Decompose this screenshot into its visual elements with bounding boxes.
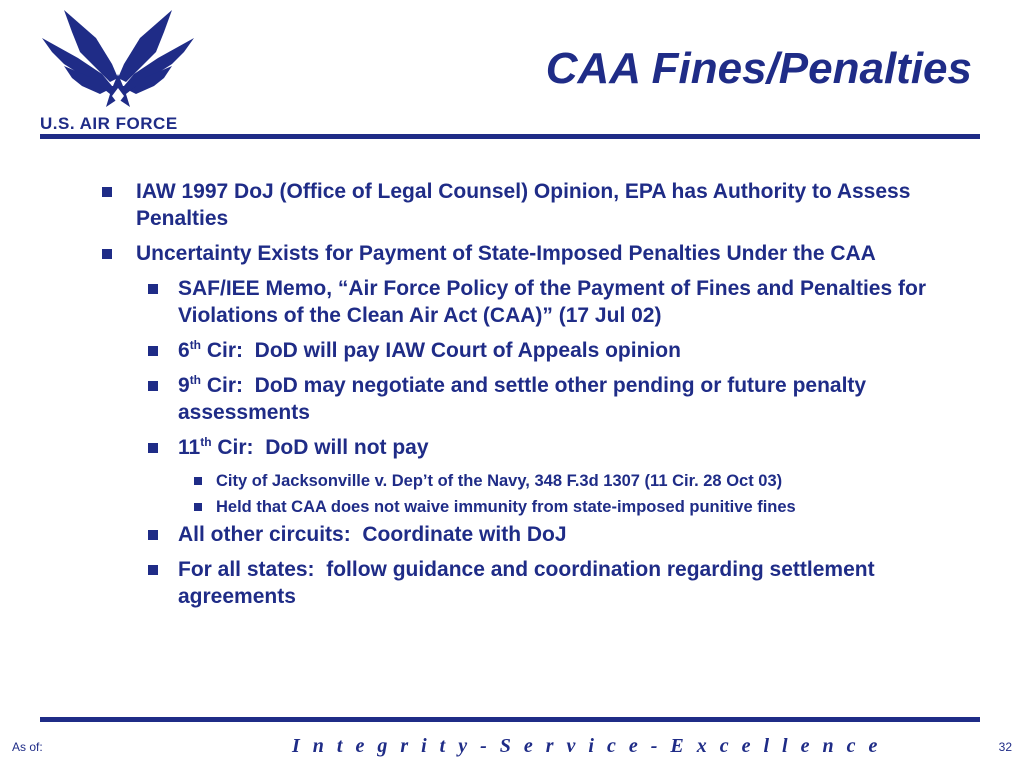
bullet-item-level-3 bbox=[100, 495, 990, 519]
bullet-list bbox=[100, 178, 990, 618]
bullet-text: Cir: DoD will pay IAW Court of Appeals opinion bbox=[201, 339, 681, 362]
ordinal-suffix: th bbox=[200, 435, 212, 449]
circuit-number: 11 bbox=[178, 436, 201, 459]
square-bullet-icon bbox=[148, 443, 158, 453]
square-bullet-icon bbox=[194, 503, 202, 511]
square-bullet-icon bbox=[148, 346, 158, 356]
bullet-text: Cir: DoD may negotiate and settle other pending or future penalty assessments bbox=[178, 374, 872, 424]
bullet-text: All other circuits: Coordinate with DoJ bbox=[178, 523, 567, 546]
circuit-number: 9 bbox=[178, 374, 190, 397]
circuit-number: 6 bbox=[178, 339, 190, 362]
square-bullet-icon bbox=[148, 284, 158, 294]
bullet-text: City of Jacksonville v. Dep’t of the Navy, 348 F.3d 1307 (11 Cir. 28 Oct 03) bbox=[216, 472, 783, 490]
bullet-item-level-2 bbox=[100, 521, 990, 548]
square-bullet-icon bbox=[102, 187, 112, 197]
bullet-text: Uncertainty Exists for Payment of State-Imposed Penalties Under the CAA bbox=[136, 242, 876, 265]
footer-motto: I n t e g r i t y - S e r v i c e - E x c e l l e n c e bbox=[292, 735, 882, 757]
as-of-label: As of: bbox=[12, 740, 43, 754]
bullet-item-level-2 bbox=[100, 434, 990, 461]
bullet-item-level-2 bbox=[100, 337, 990, 364]
air-force-wings-icon bbox=[34, 8, 202, 116]
square-bullet-icon bbox=[148, 530, 158, 540]
square-bullet-icon bbox=[102, 249, 112, 259]
logo-text: U.S. AIR FORCE bbox=[40, 114, 178, 133]
ordinal-suffix: th bbox=[189, 338, 202, 352]
page-number: 32 bbox=[998, 740, 1012, 754]
bullet-text: SAF/IEE Memo, “Air Force Policy of the Payment of Fines and Penalties for Violations of the Clean Air Act (CAA)” (17 Jul 02) bbox=[178, 277, 932, 327]
square-bullet-icon bbox=[194, 477, 202, 485]
ordinal-suffix: th bbox=[189, 373, 202, 387]
bullet-text: IAW 1997 DoJ (Office of Legal Counsel) Opinion, EPA has Authority to Assess Penalties bbox=[136, 180, 917, 230]
bullet-item-level-2 bbox=[100, 275, 990, 329]
bullet-item-level-2 bbox=[100, 372, 990, 426]
bullet-text: For all states: follow guidance and coordination regarding settlement agreements bbox=[178, 558, 881, 608]
top-divider bbox=[40, 134, 980, 139]
bottom-divider bbox=[40, 717, 980, 722]
bullet-text: Cir: DoD will not pay bbox=[211, 436, 429, 459]
square-bullet-icon bbox=[148, 381, 158, 391]
bullet-item-level-1 bbox=[100, 240, 990, 267]
slide-title: CAA Fines/Penalties bbox=[545, 44, 972, 93]
bullet-item-level-2 bbox=[100, 556, 990, 610]
square-bullet-icon bbox=[148, 565, 158, 575]
bullet-text: Held that CAA does not waive immunity from state-imposed punitive fines bbox=[216, 498, 796, 516]
bullet-item-level-1 bbox=[100, 178, 990, 232]
bullet-item-level-3 bbox=[100, 469, 990, 493]
